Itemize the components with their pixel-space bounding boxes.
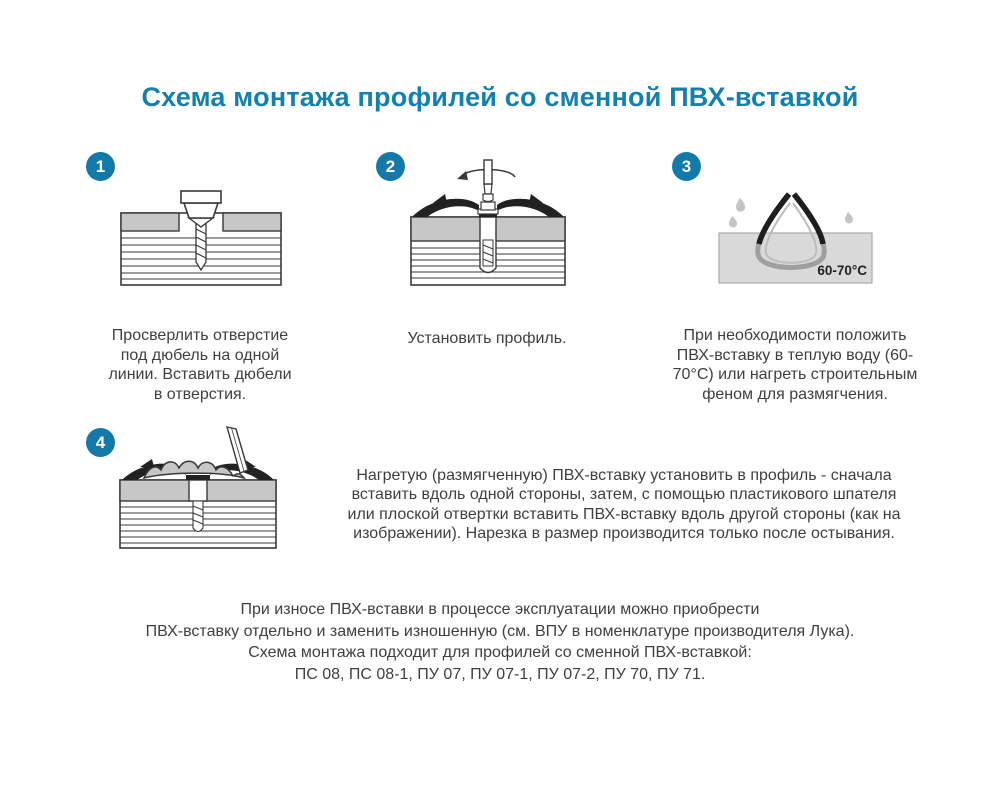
insert-pvc-with-tool-icon — [100, 426, 290, 554]
footer-line: ПС 08, ПС 08-1, ПУ 07, ПУ 07-1, ПУ 07-2, ПУ 70, ПУ 71. — [294, 665, 706, 683]
step-3-caption: При необходимости положить ПВХ-вставку в теплую воду (60- 70°C) или нагреть строительным феном для размягчения. — [672, 327, 918, 403]
pvc-insert-warm-water-icon — [710, 186, 880, 288]
step-1-caption: Просверлить отверстие под дюбель на одной линии. Вставить дюбели в отверстия. — [108, 327, 292, 403]
footer-line: При износе ПВХ-вставки в процессе эксплуатации можно приобрести — [240, 601, 760, 618]
footer-line: ПВХ-вставку отдельно и заменить изношенную (см. ВПУ в номенклатуре производителя Лука). — [145, 622, 855, 640]
step-2-caption: Установить профиль. — [407, 330, 567, 347]
footer-line: Схема монтажа подходит для профилей со сменной ПВХ-вставкой: — [248, 644, 752, 662]
page-title: Схема монтажа профилей со сменной ПВХ-вставкой — [141, 82, 859, 112]
step-2-badge: 2 — [376, 152, 405, 181]
footer-note — [0, 599, 1000, 685]
step-4-badge: 4 — [86, 428, 115, 457]
step-4-caption: Нагретую (размягченную) ПВХ-вставку установить в профиль - сначала вставить вдоль одной стороны, затем, с помощью пластикового шпателя или плоской отвертки вставить ПВХ-вставку вдоль другой стороны (как на изображении). Нарезка в размер производится только после остывания. — [347, 467, 901, 543]
step-3-badge: 3 — [672, 152, 701, 181]
install-profile-icon — [403, 158, 573, 290]
step-1-badge: 1 — [86, 152, 115, 181]
drill-into-floor-icon — [116, 188, 286, 288]
water-temperature-label: 60-70°C — [817, 263, 867, 278]
